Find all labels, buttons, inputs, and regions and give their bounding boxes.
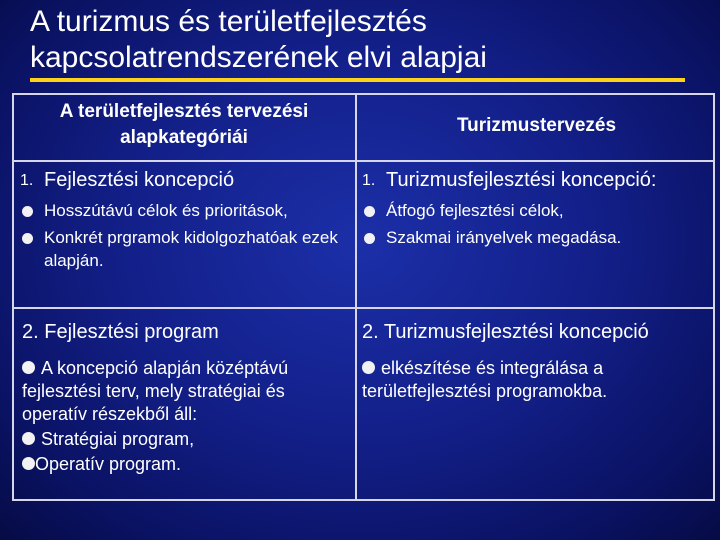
right-section-1: [362, 167, 712, 249]
bullet-icon: [22, 206, 33, 217]
comparison-table: [12, 93, 715, 501]
concept-heading: Fejlesztési koncepció: [44, 169, 235, 191]
bullet-icon: [364, 206, 375, 217]
list-item: Stratégiai program,: [22, 428, 354, 451]
title-line-2: kapcsolatrendszerének elvi alapjai: [30, 41, 487, 74]
list-item: Konkrét prgramok kidolgozhatóak ezek alapján.: [20, 226, 352, 272]
left-section-2: [22, 319, 354, 476]
list-item: Átfogó fejlesztési célok,: [362, 199, 712, 222]
concept-heading: Turizmusfejlesztési koncepció:: [386, 169, 657, 191]
left-section-1: [20, 167, 352, 272]
program-heading: 2. Turizmusfejlesztési koncepció: [362, 321, 649, 343]
program-paragraph: A koncepció alapján középtávú fejlesztési terv, mely stratégiai és operatív részekből áll:: [22, 358, 289, 424]
right-section-2: [362, 319, 714, 403]
left-column-header: A területfejlesztés tervezési alapkategóriái: [59, 101, 309, 148]
title-line-1: A turizmus és területfejlesztés: [30, 5, 427, 38]
bullet-icon: [22, 432, 35, 445]
list-item: Hosszútávú célok és prioritások,: [20, 199, 352, 222]
section-divider: [14, 307, 713, 309]
item-number: 1.: [362, 172, 376, 189]
program-paragraph: elkészítése és integrálása a területfejlesztési programokba.: [362, 358, 608, 401]
program-heading: 2. Fejlesztési program: [22, 321, 219, 343]
bullet-icon: [364, 233, 375, 244]
bullet-icon: [362, 361, 375, 374]
right-column-header: Turizmustervezés: [456, 115, 617, 136]
bullet-icon: [22, 361, 35, 374]
title-underline: [30, 78, 685, 82]
header-divider: [14, 160, 713, 162]
column-divider: [355, 95, 357, 499]
list-item: Operatív program.: [22, 453, 354, 476]
bullet-icon: [22, 457, 35, 470]
bullet-icon: [22, 233, 33, 244]
item-number: 1.: [20, 172, 34, 189]
slide-title: [30, 4, 690, 76]
list-item: Szakmai irányelvek megadása.: [362, 226, 712, 249]
